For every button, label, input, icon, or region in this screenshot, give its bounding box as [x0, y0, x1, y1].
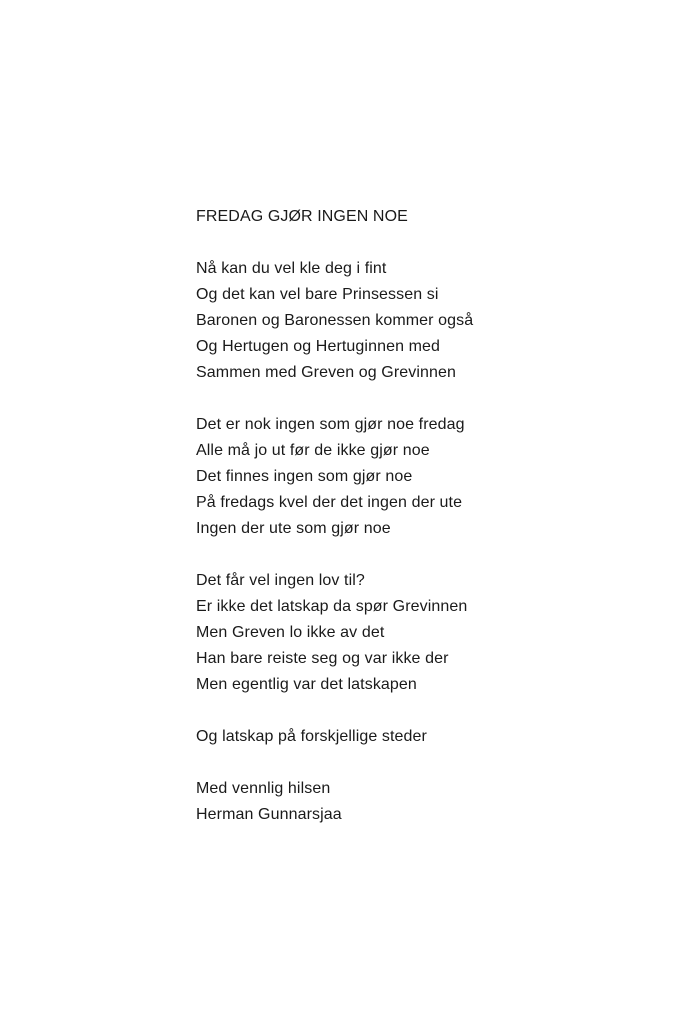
poem-line: Er ikke det latskap da spør Grevinnen [196, 598, 468, 615]
poem-line: Baronen og Baronessen kommer også [196, 312, 474, 329]
poem-line: Og latskap på forskjellige steder [196, 728, 427, 745]
stanza-2 [196, 412, 656, 542]
poem-line: Han bare reiste seg og var ikke der [196, 650, 449, 667]
poem-line: Men Greven lo ikke av det [196, 624, 385, 641]
signoff-author: Herman Gunnarsjaa [196, 806, 342, 823]
poem-line: Alle må jo ut før de ikke gjør noe [196, 442, 430, 459]
signoff [196, 776, 656, 828]
poem-line: Nå kan du vel kle deg i fint [196, 260, 387, 277]
stanza-3 [196, 568, 656, 698]
poem-line: Og Hertugen og Hertuginnen med [196, 338, 441, 355]
stanza-4 [196, 724, 656, 750]
poem-line: Det finnes ingen som gjør noe [196, 468, 413, 485]
poem-page [196, 204, 656, 854]
poem-line: Men egentlig var det latskapen [196, 676, 417, 693]
stanza-1 [196, 256, 656, 386]
signoff-greeting: Med vennlig hilsen [196, 780, 331, 797]
poem-line: Det er nok ingen som gjør noe fredag [196, 416, 465, 433]
poem-line: På fredags kvel der det ingen der ute [196, 494, 463, 511]
poem-line: Og det kan vel bare Prinsessen si [196, 286, 439, 303]
poem-line: Det får vel ingen lov til? [196, 572, 365, 589]
poem-line: Ingen der ute som gjør noe [196, 520, 391, 537]
poem-title: FREDAG GJØR INGEN NOE [196, 208, 408, 225]
poem-line: Sammen med Greven og Grevinnen [196, 364, 457, 381]
